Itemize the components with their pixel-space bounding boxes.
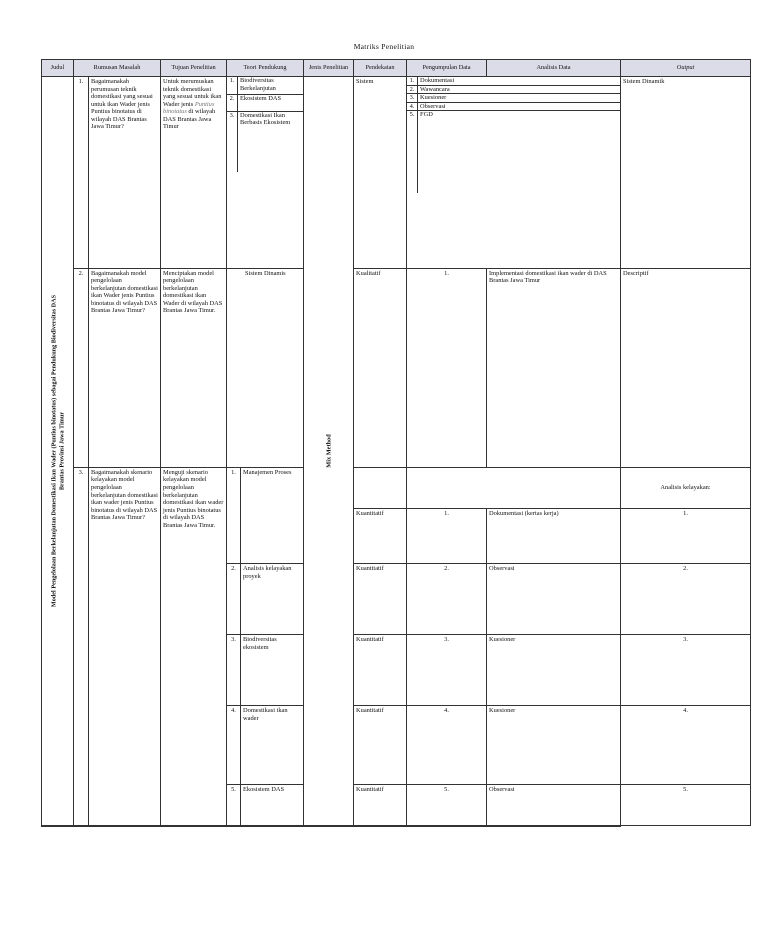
header-row [42, 60, 751, 77]
species-name: Puntius binotatus [163, 100, 215, 116]
tujuan-cell: Menguji skenario kelayakan model pengelolaan berkelanjutan domestikasi ikan wader jenis Puntius binotatus di wilayah DAS Brantas Jawa Timur. [161, 467, 227, 825]
list-number: 4. [227, 706, 241, 784]
list-number: 4. [407, 706, 487, 784]
judul-text: Model Pengelolaan Berkelanjutan Domestikasi Ikan Wader (Puntius binotatus) sebagai Pendukung Biodiversitas DAS Brantas Provinsi Jawa Timur [49, 294, 65, 607]
list-number: 1. [621, 508, 751, 564]
list-item: Kuesioner [418, 94, 621, 103]
list-number: 5. [621, 784, 751, 825]
list-number: 4. [621, 706, 751, 784]
rumusan-cell: Bagaimanakah perumusan teknik domestikasi yang sesuai untuk ikan Wader jenis Puntius binotatus di wilayah DAS Brantas Jawa Timur? [89, 77, 161, 269]
spacer-cell [42, 825, 161, 826]
header-pendekatan: Pendekatan [354, 60, 407, 77]
list-number: 1. [227, 77, 238, 94]
spacer-cell [161, 825, 241, 826]
pendekatan-cell: Kuantitatif [354, 784, 407, 825]
pengumpulan-cell [407, 77, 621, 269]
list-number: 5. [227, 784, 241, 825]
list-number: 5. [407, 784, 487, 825]
row-number: 2. [74, 268, 89, 467]
list-number: 2. [227, 564, 241, 635]
list-item: Biodiversitas Berkelanjutan [238, 77, 304, 94]
analisis-cell: Descriptif [621, 268, 751, 467]
list-item: Ekosistem DAS [238, 94, 304, 111]
pengumpulan-cell: Kuesioner [487, 635, 621, 706]
pengumpulan-cell [407, 467, 621, 508]
teori-item: Biodiversitas ekosistem [241, 635, 304, 706]
header-tujuan: Tujuan Penelitian [161, 60, 227, 77]
tujuan-text: di wilayah DAS Brantas Jawa Timur [163, 108, 216, 131]
analisis-header: Analisis kelayakan: [621, 467, 751, 508]
pendekatan-cell: Kuantitatif [354, 706, 407, 784]
list-item: Observasi [418, 102, 621, 111]
teori-list [227, 77, 303, 172]
list-number: 2. [407, 85, 418, 94]
teori-item [241, 784, 304, 825]
header-judul: Judul [42, 60, 74, 77]
teori-item: Analisis kelayakan proyek [241, 564, 304, 635]
list-item: Dokumentasi [418, 77, 621, 85]
list-number: 1. [407, 508, 487, 564]
table-row [42, 77, 751, 269]
teori-item: Manajemen Proses [241, 467, 304, 564]
pengumpulan-cell: Implementasi domestikasi ikan wader di DAS Brantas Jawa Timur [487, 268, 621, 467]
rumusan-cell: Bagaimanakah skenario kelayakan model pengelolaan berkelanjutan domestikasi ikan wader jenis Puntius binotatus di wilayah DAS Brantas Jawa Timur? [89, 467, 161, 825]
table-row [42, 825, 751, 826]
list-number: 2. [407, 564, 487, 635]
row-number: 1. [74, 77, 89, 269]
pendekatan-cell: Kualitatif [354, 268, 407, 467]
pengumpulan-cell: Observasi [487, 564, 621, 635]
header-jenis: Jenis Penelitian [304, 60, 354, 77]
list-item: FGD [418, 111, 621, 194]
header-pengumpulan: Pengumpulan Data [407, 60, 487, 77]
tujuan-cell: Menciptakan model pengelolaan berkelanjutan domestikasi ikan Wader di wilayah DAS Brantas Jawa Timur. [161, 268, 227, 467]
header-output: Output [621, 60, 751, 77]
table-row [42, 467, 751, 508]
pendekatan-cell: Kuantitatif [354, 508, 407, 564]
jenis-text: Mix Method [324, 434, 332, 468]
list-number: 3. [227, 111, 238, 172]
list-number: 1. [407, 268, 487, 467]
tujuan-text: Untuk merumuskan teknik domestikasi yang sesuai untuk ikan Wader jenis [163, 78, 222, 108]
pendekatan-cell [354, 467, 407, 508]
header-analisis: Analisis Data [487, 60, 621, 77]
document-title: Matriks Penelitian [353, 42, 415, 51]
pendekatan-cell: Kuantitatif [354, 635, 407, 706]
spacer-cell [241, 825, 407, 826]
pengumpulan-list [407, 77, 620, 193]
teori-item: Domestikasi ikan wader [241, 706, 304, 784]
pengumpulan-cell: Kuesioner [487, 706, 621, 784]
analisis-cell: Sistem Dinamik [621, 77, 751, 269]
research-matrix-table [41, 59, 751, 827]
jenis-cell [304, 77, 354, 826]
pendekatan-cell: Sistem [354, 77, 407, 269]
row-number: 3. [74, 467, 89, 825]
pendekatan-cell: Kuantitatif [354, 564, 407, 635]
teori-item-text: Ekosistem DAS [243, 785, 285, 793]
judul-cell [42, 77, 74, 826]
pengumpulan-cell: Observasi [487, 784, 621, 825]
list-item: Domestikasi Ikan Berbasis Ekosistem [240, 111, 291, 127]
pengumpulan-cell: Dokumentasi (kertas kerja) [487, 508, 621, 564]
header-rumusan: Rumusan Masalah [74, 60, 161, 77]
list-number: 2. [621, 564, 751, 635]
list-number: 3. [621, 635, 751, 706]
teori-cell: Sistem Dinamis [227, 268, 304, 467]
rumusan-cell: Bagaimanakah model pengelolaan berkelanjutan domestikasi ikan Wader jenis Puntius binotatus di wilayah DAS Brantas Jawa Timur? [89, 268, 161, 467]
list-number: 3. [407, 94, 418, 103]
list-number: 1. [227, 467, 241, 564]
list-number: 5. [409, 111, 415, 119]
table-row [42, 268, 751, 467]
list-number: 2. [227, 94, 238, 111]
list-number: 4. [407, 102, 418, 111]
header-teori: Teori Pendukung [227, 60, 304, 77]
tujuan-cell [161, 77, 227, 269]
list-item: Wawancara [418, 85, 621, 94]
list-number: 3. [227, 635, 241, 706]
list-number: 1. [407, 77, 418, 85]
list-number: 3. [407, 635, 487, 706]
spacer-cell [407, 825, 621, 826]
teori-cell [227, 77, 304, 269]
